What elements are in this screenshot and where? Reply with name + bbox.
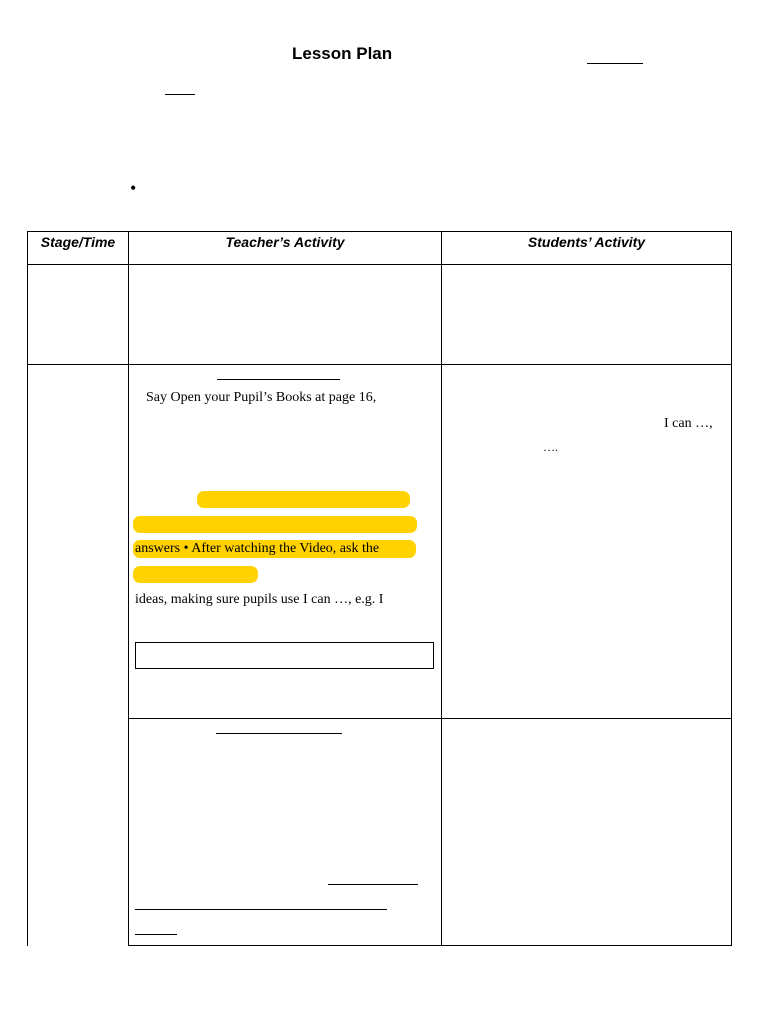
title-underline-right [587, 63, 643, 64]
teacher-answers-text: answers • After watching the Video, ask the [135, 541, 380, 556]
table-border-top [27, 231, 732, 232]
table-header-divider [27, 264, 732, 265]
table-row1-divider [27, 364, 732, 365]
table-border-bottom [128, 945, 732, 946]
row3-underline-a [328, 884, 418, 885]
header-teacher-activity: Teacher’s Activity [225, 234, 345, 250]
highlight-bar-2 [133, 516, 417, 533]
teacher-ideas-text: ideas, making sure pupils use I can …, e.g. I [135, 592, 384, 607]
table-row2-divider [128, 718, 732, 719]
table-col-divider-1 [128, 231, 129, 946]
teacher-heading-underline [217, 379, 340, 380]
row3-underline-c [135, 934, 177, 935]
table-col-divider-2 [441, 231, 442, 946]
title-underline-left [165, 94, 195, 95]
page-title: Lesson Plan [292, 44, 393, 63]
bullet-point: • [130, 178, 137, 198]
teacher-instruction-text: Say Open your Pupil’s Books at page 16, [146, 390, 377, 405]
students-ellipsis-text: …. [543, 440, 558, 454]
table-border-left [27, 231, 28, 946]
empty-text-box [135, 642, 434, 669]
header-students-activity: Students’ Activity [527, 234, 646, 250]
highlight-bar-1 [197, 491, 410, 508]
header-stage-time: Stage/Time [40, 234, 116, 250]
row3-underline-b [135, 909, 387, 910]
table-border-right [731, 231, 732, 946]
row3-heading-underline [216, 733, 342, 734]
students-ican-text: I can …, [664, 416, 713, 431]
highlight-bar-4 [133, 566, 258, 583]
